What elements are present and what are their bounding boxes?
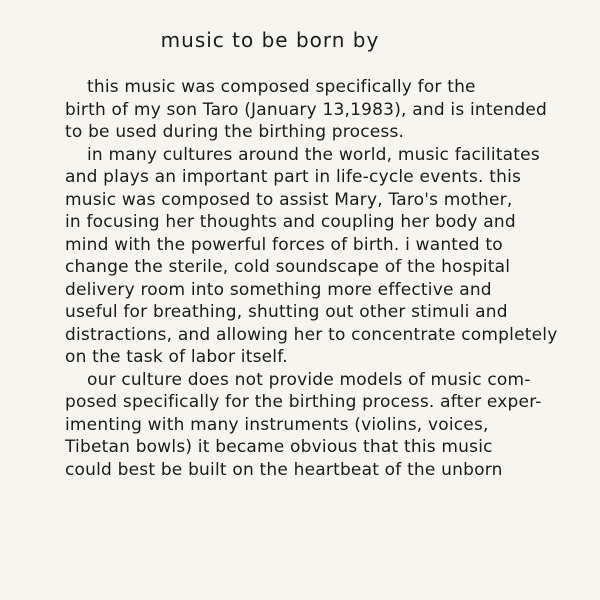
text-line: our culture does not provide models of music com- bbox=[87, 369, 531, 390]
text-line: and plays an important part in life-cycle events. this bbox=[65, 167, 522, 187]
text-line: birth of my son Taro (January 13,1983), and is intended bbox=[65, 99, 548, 120]
text-line: music was composed to assist Mary, Taro's mother, bbox=[65, 189, 513, 210]
text-line: change the sterile, cold soundscape of the hospital bbox=[65, 257, 511, 277]
text-line: delivery room into something more effective and bbox=[65, 279, 492, 300]
page-title: music to be born by bbox=[160, 28, 380, 52]
text-line: in focusing her thoughts and coupling her body and bbox=[65, 212, 516, 232]
text-line: imenting with many instruments (violins, voices, bbox=[65, 414, 489, 435]
text-line: distractions, and allowing her to concentrate completely bbox=[65, 324, 558, 345]
handwritten-text-block bbox=[65, 76, 565, 481]
text-line: useful for breathing, shutting out other stimuli and bbox=[65, 302, 508, 322]
text-line: could best be built on the heartbeat of the unborn bbox=[65, 459, 503, 480]
text-line: in many cultures around the world, music facilitates bbox=[87, 144, 540, 165]
text-line: this music was composed specifically for the bbox=[87, 77, 476, 97]
text-line: Tibetan bowls) it became obvious that this music bbox=[65, 437, 493, 457]
text-line: to be used during the birthing process. bbox=[65, 122, 405, 142]
text-line: mind with the powerful forces of birth. i wanted to bbox=[65, 234, 503, 255]
text-line: on the task of labor itself. bbox=[65, 347, 288, 367]
text-line: posed specifically for the birthing process. after exper- bbox=[65, 392, 542, 412]
